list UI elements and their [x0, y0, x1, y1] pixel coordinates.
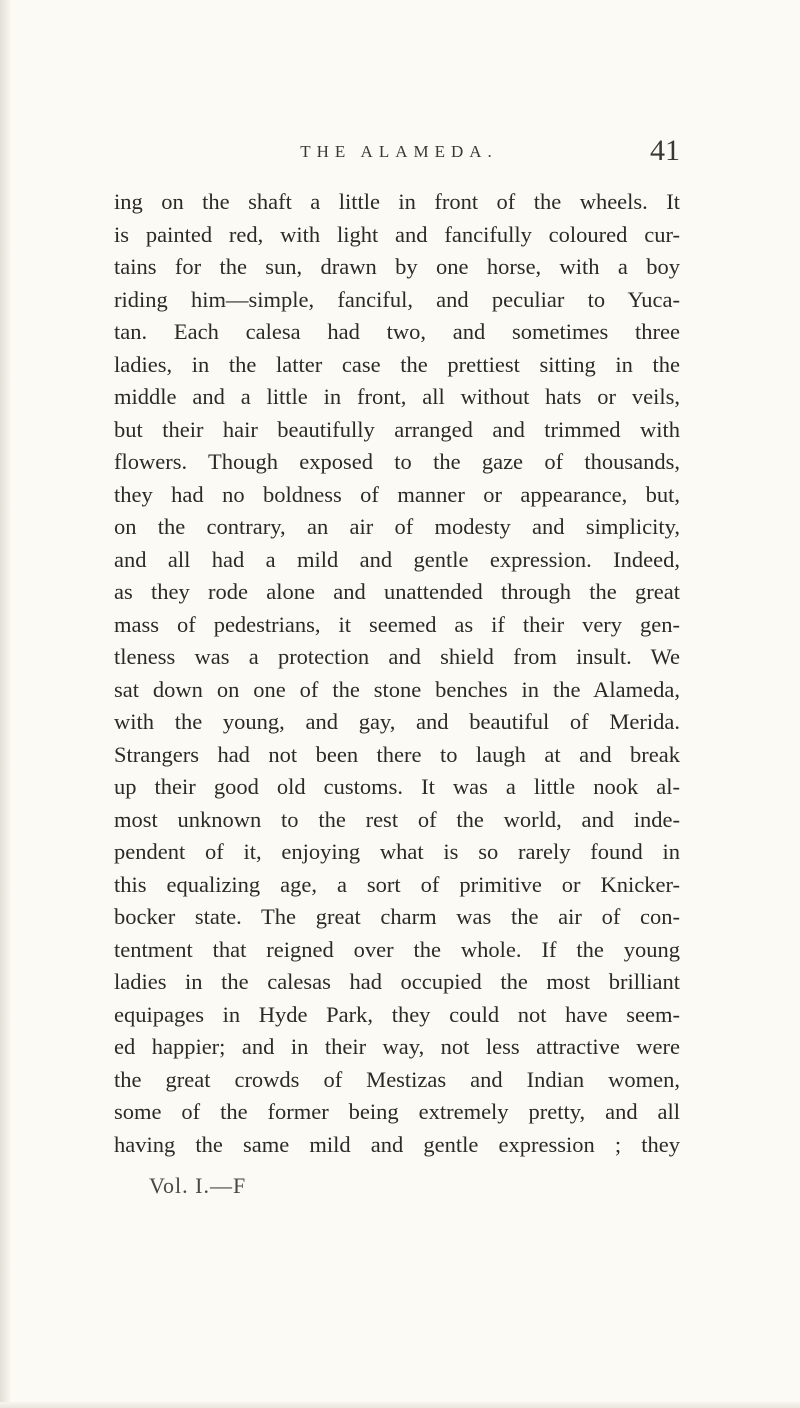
- text-line: ed happier; and in their way, not less attractive were: [114, 1034, 680, 1059]
- text-line: but their hair beautifully arranged and trimmed with: [114, 416, 680, 442]
- text-line: tentment that reigned over the whole. If the young: [114, 936, 680, 962]
- text-line: tleness was a protection and shield from insult. We: [114, 644, 680, 669]
- text-line: they had no boldness of manner or appearance, but,: [114, 481, 680, 507]
- text-line: riding him—simple, fanciful, and peculiar to Yuca-: [114, 286, 680, 312]
- text-line: having the same mild and gentle expression ; they: [114, 1131, 680, 1157]
- text-line: on the contrary, an air of modesty and simplicity,: [114, 514, 680, 539]
- page-edge: [0, 0, 10, 1408]
- text-line: sat down on one of the stone benches in the Alameda,: [114, 676, 680, 702]
- text-line: ladies in the calesas had occupied the most brilliant: [114, 969, 680, 994]
- text-line: equipages in Hyde Park, they could not have seem-: [114, 1001, 680, 1027]
- text-line: bocker state. The great charm was the air of con-: [114, 904, 680, 929]
- text-line: some of the former being extremely pretty, and all: [114, 1099, 680, 1124]
- text-line: pendent of it, enjoying what is so rarely found in: [114, 839, 680, 864]
- text-line: mass of pedestrians, it seemed as if their very gen-: [114, 611, 680, 637]
- text-line: the great crowds of Mestizas and Indian women,: [114, 1066, 680, 1092]
- text-line: tan. Each calesa had two, and sometimes three: [114, 319, 680, 344]
- text-line: most unknown to the rest of the world, and inde-: [114, 806, 680, 832]
- text-line: flowers. Though exposed to the gaze of thousands,: [114, 449, 680, 474]
- text-line: middle and a little in front, all without hats or veils,: [114, 384, 680, 409]
- running-head: THE ALAMEDA.: [300, 142, 498, 161]
- text-line: as they rode alone and unattended through the great: [114, 579, 680, 604]
- text-line: up their good old customs. It was a little nook al-: [114, 774, 680, 799]
- page-bottom-edge: [0, 1402, 800, 1408]
- text-line: ladies, in the latter case the prettiest sitting in the: [114, 351, 680, 377]
- page-number: 41: [650, 134, 680, 167]
- text-line: Strangers had not been there to laugh at and break: [114, 741, 680, 767]
- signature-mark: Vol. I.—F: [149, 1173, 247, 1198]
- text-line: ing on the shaft a little in front of the wheels. It: [114, 189, 680, 214]
- body-text: [114, 186, 680, 1161]
- text-line: with the young, and gay, and beautiful of Merida.: [114, 709, 680, 734]
- text-line: and all had a mild and gentle expression. Indeed,: [114, 546, 680, 572]
- text-line: is painted red, with light and fancifully coloured cur-: [114, 221, 680, 247]
- page-header: [110, 134, 680, 176]
- text-line: this equalizing age, a sort of primitive or Knicker-: [114, 871, 680, 897]
- text-line: tains for the sun, drawn by one horse, with a boy: [114, 254, 680, 279]
